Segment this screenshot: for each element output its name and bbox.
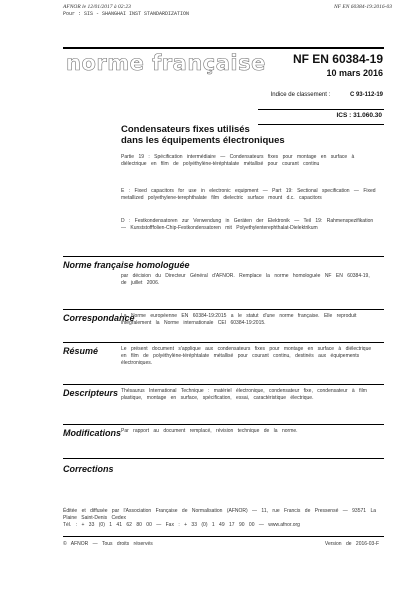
standard-date: 10 mars 2016	[326, 68, 383, 78]
title-line-1: Condensateurs fixes utilisés	[121, 124, 250, 135]
section-label-resume: Résumé	[63, 346, 99, 356]
section-label-homologation: Norme française homologuée	[63, 260, 190, 270]
footer-publisher: Éditée et diffusée par l'Association Française de Normalisation (AFNOR) — 11, rue Francis de Pressensé — 93571 La Plaine Saint-Denis Cedex	[63, 508, 377, 521]
norme-francaise-logo: norme française	[66, 51, 266, 75]
section-label-correspondance: Correspondance	[63, 313, 135, 323]
title-part-de: D : Festkondensatoren zur Verwendung in Geräten der Elektronik — Teil 19: Rahmenspezifikation — Kunststofffolien-Chip-Festkondensatoren mit Polyethylenterephthalat-Dielektrikum	[121, 218, 374, 231]
classification-label: Indice de classement :	[270, 92, 331, 98]
section-rule	[63, 384, 384, 385]
section-rule	[63, 458, 384, 459]
section-label-descripteurs: Descripteurs	[63, 388, 119, 398]
section-rule	[63, 256, 384, 257]
ics-code: ICS : 31.060.30	[336, 112, 382, 119]
section-text-descripteurs: Thésaurus International Technique : matériel électronique, condensateur fixe, condensateur à film plastique, montage en surface, spécification, essai, caractéristique électrique.	[121, 388, 367, 401]
section-text-resume: Le présent document s'applique aux condensateurs fixes pour montage en surface à diélectrique en film de polyéthylène-téréphtalate métallisé pour courant continu, destinés aux équipements électroniques.	[121, 346, 372, 366]
footer-edition: Version de 2016-03-F	[324, 541, 379, 547]
title-part-en: E : Fixed capacitors for use in electronic equipment — Part 19: Sectional specification — Fixed metallized polyethylene-terephthalate film dielectric surface mount d.c. capacitors	[121, 188, 376, 201]
section-rule	[63, 424, 384, 425]
watermark-header	[63, 4, 189, 17]
section-rule	[63, 309, 384, 310]
section-text-correspondance: La Norme européenne EN 60384-19:2015 a le statut d'une norme française. Elle reproduit intégralement la Norme internationale CEI 60384-19:2015.	[121, 313, 357, 326]
title-line-2: dans les équipements électroniques	[121, 135, 285, 146]
footer-rule	[63, 536, 384, 537]
title-part-fr: Partie 19 : Spécification intermédiaire — Condensateurs fixes pour montage en surface à diélectrique en film de polyéthylène-téréphtalate métallisé pour courant continu	[121, 154, 355, 167]
footer-copyright: © AFNOR — Tous droits réservés	[63, 541, 153, 547]
standard-number: NF EN 60384-19	[292, 52, 383, 66]
section-text-homologation: par décision du Directeur Général d'AFNOR. Remplace la norme homologuée NF EN 60384-19, de juillet 2006.	[121, 273, 370, 286]
classification-row	[271, 92, 383, 98]
footer-contact: Tél. : + 33 (0) 1 41 62 80 00 — Fax : + 33 (0) 1 49 17 90 00 — www.afnor.org	[63, 522, 300, 528]
ics-box	[258, 109, 384, 125]
section-text-modifications: Par rapport au document remplacé, révision technique de la norme.	[121, 428, 298, 434]
section-rule	[63, 342, 384, 343]
classification-code: C 93-112-19	[349, 92, 383, 98]
document-title	[121, 124, 285, 146]
section-label-corrections: Corrections	[63, 464, 114, 474]
section-label-modifications: Modifications	[63, 428, 121, 438]
watermark-line-2: Pour : SIS - SHANGHAI INST STANDARDIZATION	[63, 10, 190, 17]
header-reference: NF EN 60384-19:2016-03	[333, 4, 392, 10]
top-rule	[63, 47, 384, 49]
watermark-line-1: AFNOR le 12/01/2017 à 02:23	[63, 4, 131, 10]
